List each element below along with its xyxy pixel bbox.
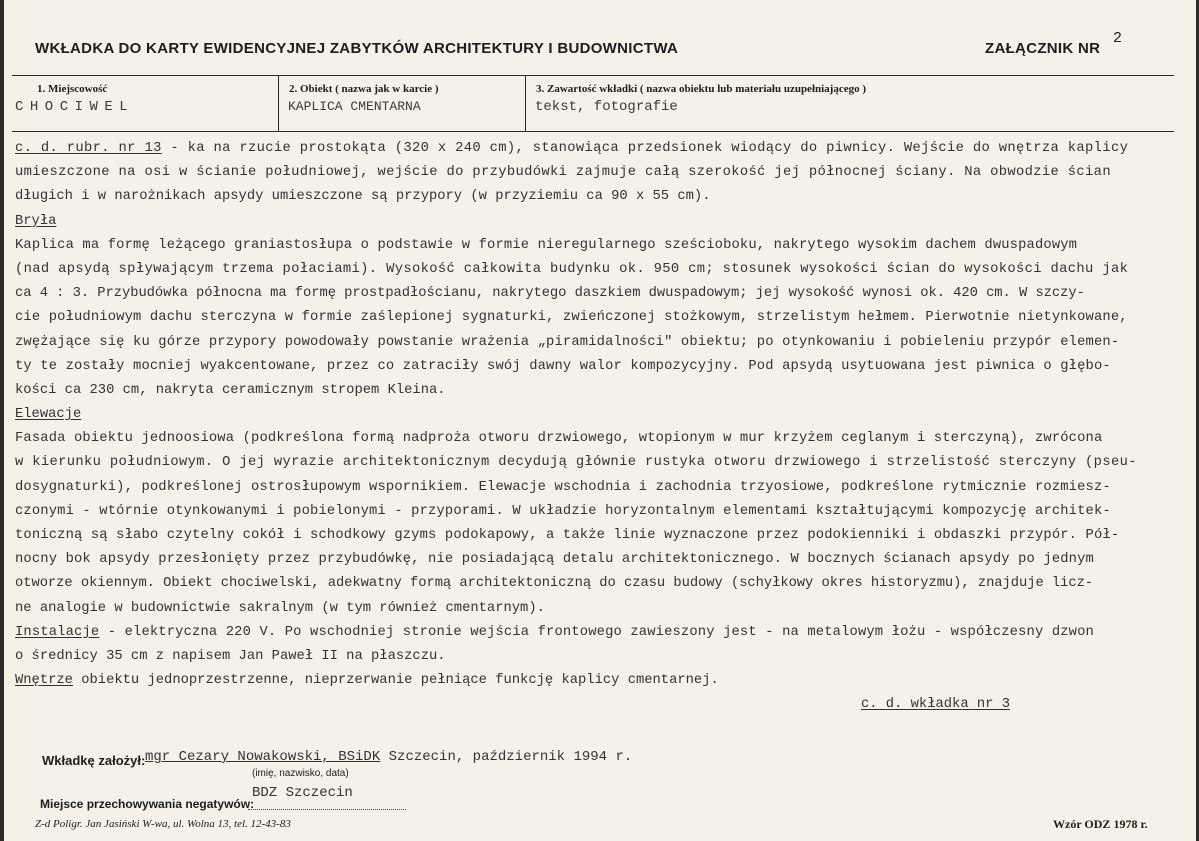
body-line: w kierunku południowym. O jej wyrazie architektonicznym decydują głównie rustyka otworu drzwiowego i strzelistość sterczyny (pseu- [15,455,1137,471]
storage-value: BDZ Szczecin [252,785,353,801]
field-contents [525,76,1174,131]
field-contents-label: 3. Zawartość wkładki ( nazwa obiektu lub materiału uzupełniającego ) [536,83,867,95]
body-line: zwężające się ku górze przypory powodowały powstanie wrażenia „piramidalności" obiektu; po otynkowaniu i pobieleniu przypór elemen- [15,334,1120,350]
body-line: cie południowym dachu sterczyna w formie zaślepionej sygnaturki, zwieńczonej stożkowym, strzelistym hełmem. Pierwotnie nietynkowane, [15,310,1128,326]
body-line: czonymi - wtórnie otynkowanymi i pobielonymi - przyporami. W układzie horyzontalnym elementami kształtującymi kompozycję architek- [15,503,1111,519]
continuation-text: c. d. wkładka nr 3 [860,697,1010,713]
founder-label: Wkładkę założył: [42,753,146,768]
body-line [15,621,1175,645]
body-line: Fasada obiektu jednoosiowa (podkreślona formą nadproża otworu drzwiowego, wtopionym w mur krzyżem ceglanym i sterczyną), zwrócona [15,431,1103,447]
field-object-label: 2. Obiekt ( nazwa jak w karcie ) [289,83,439,95]
field-locality [12,76,277,131]
form-number: Wzór ODZ 1978 r. [1053,817,1148,831]
body-line: (nad apsydą spływającym trzema połaciami). Wysokość całkowita budynku ok. 950 cm; stosunek wysokości ścian do wysokości dachu jak [15,261,1129,277]
rubric-reference: c. d. rubr. nr 13 [15,141,162,156]
heading-elewacje: Elewacje [15,407,82,423]
field-object [278,76,525,131]
body-line [15,137,1175,161]
header-fields-box [12,75,1174,132]
continuation-note [15,693,1175,717]
annex-number: 2 [1113,30,1123,47]
form-title: WKŁADKA DO KARTY EWIDENCYJNEJ ZABYTKÓW ARCHITEKTURY I BUDOWNICTWA [35,40,679,57]
storage-label: Miejsce przechowywania negatywów: [40,797,255,811]
typed-body [15,137,1175,718]
field-object-value: KAPLICA CMENTARNA [288,99,421,114]
field-contents-value: tekst, fotografie [535,99,678,115]
body-text: obiektu jednoprzestrzenne, nieprzerwanie pełniące funkcję kaplicy cmentarnej. [72,673,719,689]
body-line: o średnicy 35 cm z napisem Jan Paweł II na płaszczu. [15,648,446,664]
body-line: długich i w narożnikach apsydy umieszczone są przypory (w przyziemiu ca 90 x 55 cm). [15,189,711,205]
founder-name: mgr Cezary Nowakowski, BSiDK [145,749,381,765]
left-edge [0,0,4,841]
body-line: ne analogie w budownictwie sakralnym (w tym również cmentarnym). [15,600,545,616]
field-locality-value: CHOCIWEL [15,99,135,115]
printer-imprint: Z-d Poligr. Jan Jasiński W-wa, ul. Wolna 13, tel. 12-43-83 [35,818,291,830]
heading-instalacje: Instalacje [15,624,100,640]
body-line: nocny bok apsydy przesłonięty przez przybudówkę, nie posiadającą detalu architektonicznego. W bocznych ścianach apsydy po jednym [15,552,1094,568]
body-line: otworze okiennym. Obiekt chociwelski, adekwatny formą architektoniczną do czasu budowy (schyłkowy okres historyzmu), znajduje licz- [15,576,1094,592]
heading-wnetrze: Wnętrze [15,673,73,689]
annex-label: ZAŁĄCZNIK NR [985,40,1101,57]
section-heading-elewacje [15,403,1175,427]
body-line: Kaplica ma formę leżącego graniastosłupa o podstawie w formie nieregularnego sześcioboku, nakrytego wysokim dachem dwuspadowym [15,237,1078,253]
body-text: - elektryczna 220 V. Po wschodniej stronie wejścia frontowego zawieszony jest - na metalowym łożu - współczesny dzwon [99,624,1094,640]
body-text: - ka na rzucie prostokąta (320 x 240 cm), stanowiąca przedsionek wiodący do piwnicy. Wejście do wnętrza kaplicy [161,141,1129,156]
body-line: ca 4 : 3. Przybudówka północna ma formę prostpadłościanu, nakrytego daszkiem dwuspadowym; jej wysokość wynosi ok. 420 cm. W szczy- [15,286,1085,302]
body-line: ty te zostały mocniej wyakcentowane, przez co zatraciły swój dawny walor kompozycyjny. Pod apsydą usytuowana jest piwnica o głębo- [15,358,1111,374]
body-line [15,669,1175,693]
body-line: toniczną są słabo czytelny cokół i schodkowy gzyms podokapowy, a także linie wyznaczone przez podokienniki i obdaszki przypór. Pół- [15,528,1120,543]
body-line: dosygnaturki), podkreślonej ostrosłupowym wspornikiem. Elewacje wschodnia i zachodnia trzyosiowe, podkreślone rytmicznie rozmiesz- [15,479,1111,495]
section-heading-bryla [15,210,1175,234]
founder-place-date: Szczecin, październik 1994 r. [380,749,633,765]
body-line: kości ca 230 cm, nakryta ceramicznym stropem Kleina. [15,382,446,398]
founder-hint: (imię, nazwisko, data) [252,768,349,779]
field-locality-label: 1. Miejscowość [37,83,108,95]
heading-bryla: Bryła [15,213,57,229]
founder-value [145,749,632,765]
body-line: umieszczone na osi w ścianie południowej, wejście do przybudówki zajmuje całą szerokość jej północnej ściany. Na obwodzie ścian [15,165,1111,181]
